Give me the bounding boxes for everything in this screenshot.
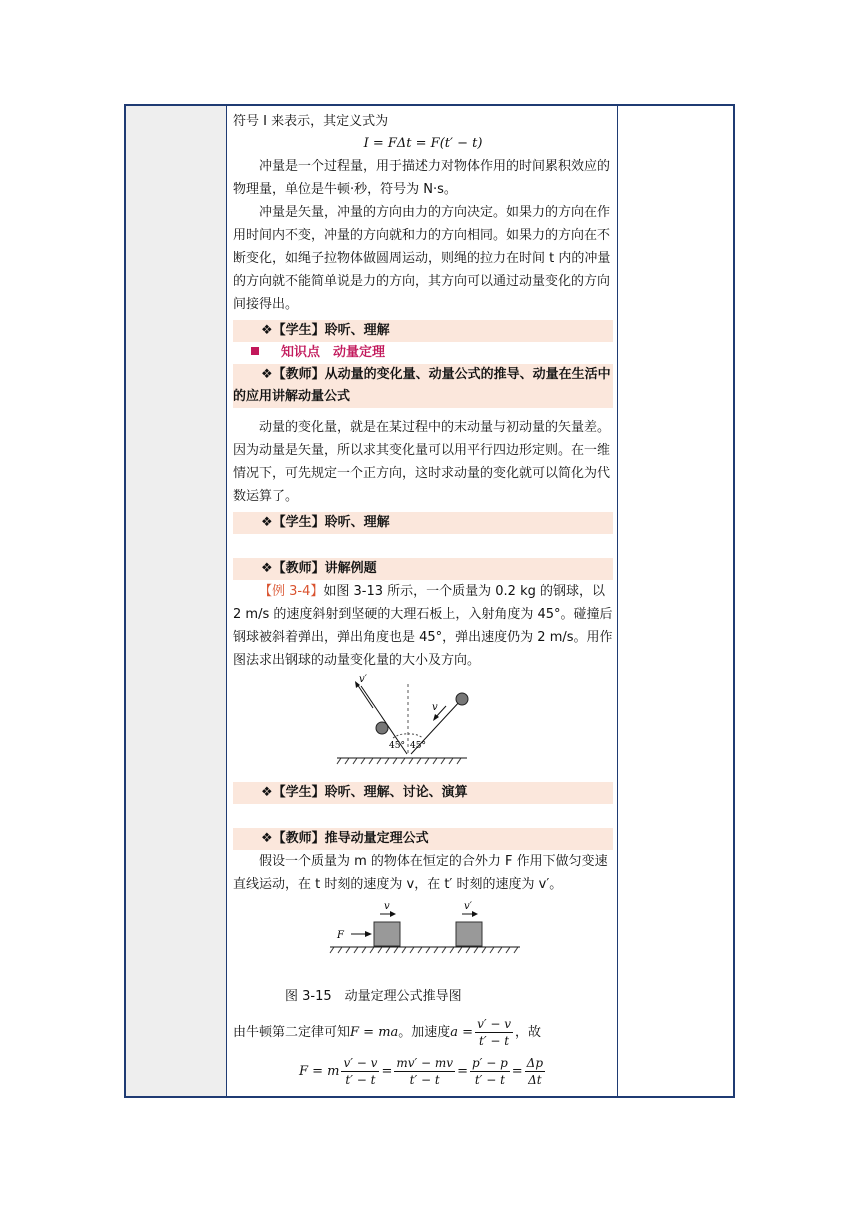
student-band-1: ❖【学生】聆听、理解 bbox=[233, 320, 613, 342]
v-label-2: v bbox=[384, 901, 390, 912]
content-column bbox=[233, 106, 613, 1088]
teacher-band-3: ❖【教师】推导动量定理公式 bbox=[233, 828, 613, 850]
impulse-paragraph-2: 冲量是矢量，冲量的方向由力的方向决定。如果力的方向在作用时间内不变，冲量的方向就和力的方向相同。如果力的方向在不断变化，如绳子拉物体做圆周运动，则绳的拉力在时间 t 内的冲量的方向就不能简单说是力的方向，其方向可以通过动量变化的方向间接得出。 bbox=[233, 205, 611, 312]
knowledge-point-heading bbox=[233, 342, 613, 364]
newton-equation: F = ma bbox=[350, 1025, 399, 1040]
lesson-table bbox=[124, 104, 735, 1098]
ground-hatching bbox=[337, 758, 461, 764]
floor-hatching bbox=[330, 947, 518, 953]
v-arrowhead-icon-2 bbox=[390, 911, 396, 917]
angle-label-left: 45° bbox=[389, 741, 405, 751]
angle-label-right: 45° bbox=[410, 741, 426, 751]
ball-incoming bbox=[456, 693, 468, 705]
derivation-paragraph: 假设一个质量为 m 的物体在恒定的合外力 F 作用下做匀变速直线运动，在 t 时刻的速度为 v，在 t′ 时刻的速度为 v′。 bbox=[233, 854, 608, 892]
example-tag: 【例 3-4】 bbox=[259, 584, 324, 599]
intro-line: 符号 I 来表示，其定义式为 bbox=[233, 114, 389, 129]
angle-arc-right bbox=[408, 734, 423, 738]
force-arrowhead-icon bbox=[365, 931, 372, 937]
spacer bbox=[233, 534, 613, 558]
v-prime-label: v′ bbox=[359, 674, 367, 685]
student-band-3: ❖【学生】聆听、理解、讨论、演算 bbox=[233, 782, 613, 804]
final-lhs: F = m bbox=[298, 1064, 340, 1079]
v-prime-label-2: v′ bbox=[464, 901, 472, 912]
fraction-3: $\frac{p' - p}{t' - t}$ bbox=[471, 1056, 508, 1087]
ball-outgoing bbox=[376, 722, 388, 734]
final-formula: F = m $\frac{v' - v}{t' - t}$ = $\frac{mv' - mv}{t' - t}$ = $\frac{p' - p}{t' - t}$ = $\frac{\Delta p}{\Delta t}$ bbox=[298, 1056, 544, 1087]
momentum-change-paragraph: 动量的变化量，就是在某过程中的末动量与初动量的矢量差。因为动量是矢量，所以求其变化量可以用平行四边形定则。在一维情况下，可先规定一个正方向，这时求动量的变化就可以简化为代数运算了。 bbox=[233, 420, 611, 504]
newton-prefix: 由牛顿第二定律可知 bbox=[233, 1025, 351, 1040]
example-text: 如图 3-13 所示，一个质量为 0.2 kg 的钢球，以 2 m/s 的速度斜射到坚硬的大理石板上，入射角度为 45°。碰撞后钢球被斜着弹出，弹出角度也是 45°，弹出速度仍为 2 m/s。用作图法求出钢球的动量变化量的大小及方向。 bbox=[233, 584, 613, 668]
newton-mid: 。加速度 bbox=[398, 1025, 451, 1040]
example-paragraph bbox=[233, 580, 613, 672]
right-column bbox=[617, 106, 733, 1096]
newton-suffix: ，故 bbox=[515, 1025, 542, 1040]
fraction-4: $\frac{\Delta p}{\Delta t}$ bbox=[526, 1056, 544, 1087]
teacher-band-1: ❖【教师】从动量的变化量、动量公式的推导、动量在生活中的应用讲解动量公式 bbox=[233, 364, 613, 408]
v-label: v bbox=[432, 702, 438, 713]
block-initial bbox=[374, 922, 400, 946]
fraction-2: $\frac{mv' - mv}{t' - t}$ bbox=[396, 1056, 454, 1087]
square-bullet-icon bbox=[251, 347, 259, 355]
v-prime-arrow-shaft bbox=[357, 684, 373, 708]
figure-ball-bounce bbox=[233, 672, 613, 770]
acceleration-symbol: a = bbox=[450, 1025, 474, 1040]
block-final bbox=[456, 922, 482, 946]
newton-line bbox=[233, 1016, 613, 1049]
acceleration-fraction: $\frac{v' - v}{t' - t}$ bbox=[477, 1017, 512, 1048]
knowledge-point-label: 知识点 动量定理 bbox=[281, 345, 386, 360]
force-label: F bbox=[337, 930, 344, 941]
figure-caption: 图 3-15 动量定理公式推导图 bbox=[285, 989, 462, 1004]
spacer-2 bbox=[233, 804, 613, 828]
student-band-2: ❖【学生】聆听、理解 bbox=[233, 512, 613, 534]
figure-block-motion bbox=[233, 896, 613, 960]
impulse-formula: I = FΔt = F(t′ − t) bbox=[363, 136, 483, 151]
impulse-paragraph-1: 冲量是一个过程量，用于描述力对物体作用的时间累积效应的物理量，单位是牛顿·秒，符号为 N·s。 bbox=[233, 159, 611, 197]
v-prime-arrowhead-icon-2 bbox=[472, 911, 478, 917]
fraction-1: $\frac{v' - v}{t' - t}$ bbox=[343, 1056, 378, 1087]
teacher-band-2: ❖【教师】讲解例题 bbox=[233, 558, 613, 580]
left-column bbox=[126, 106, 227, 1096]
